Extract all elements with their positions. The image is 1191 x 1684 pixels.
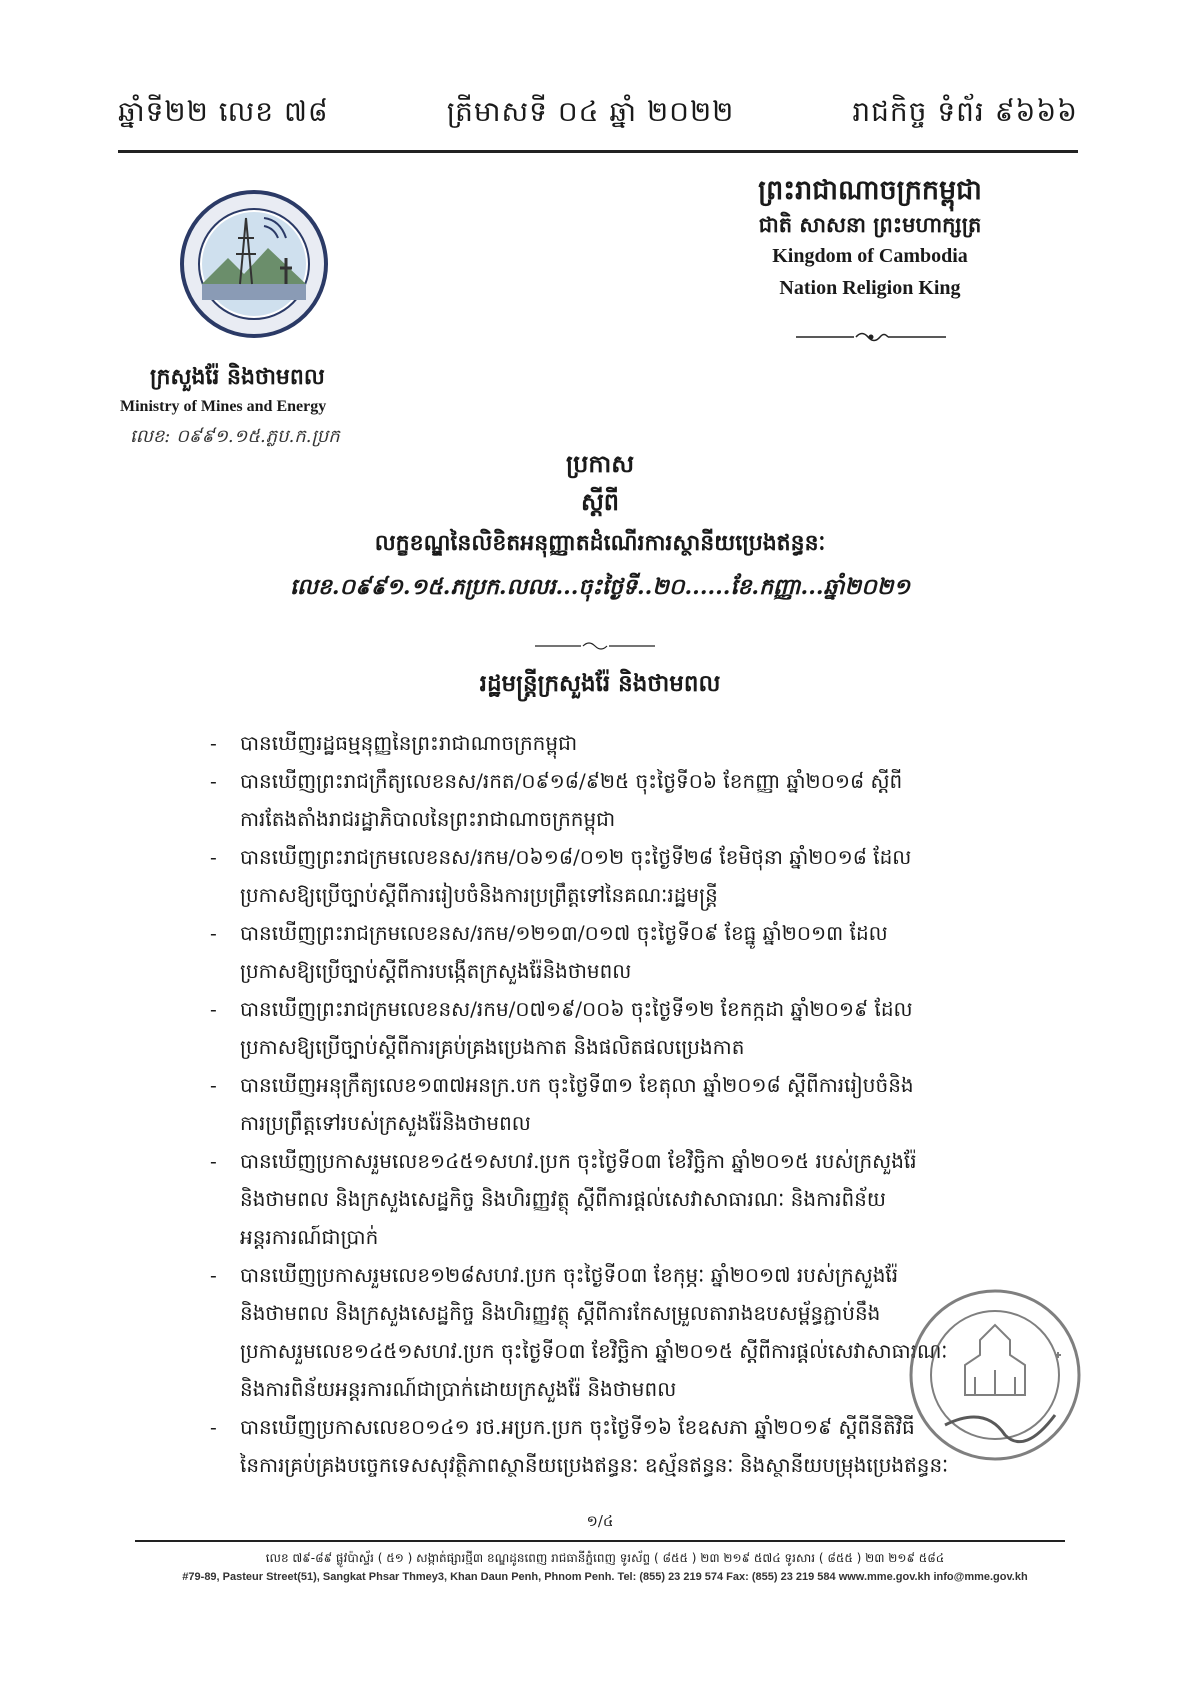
clause-item bbox=[210, 838, 1070, 914]
footer-rule bbox=[135, 1540, 1065, 1542]
clause-dash: - bbox=[210, 731, 217, 755]
clause-dash: - bbox=[210, 1263, 217, 1287]
header-rule bbox=[118, 150, 1078, 153]
clause-line: បានឃើញព្រះរាជក្រមលេខនស/រកម/១២១៣/០១៧ ចុះថ្ងៃទី០៩ ខែធ្នូ ឆ្នាំ២០១៣ ដែល bbox=[240, 921, 888, 945]
clause-line: បានឃើញព្រះរាជក្រមលេខនស/រកម/០៧១៩/០០៦ ចុះថ្ងៃទី១២ ខែកក្កដា ឆ្នាំ២០១៩ ដែល bbox=[240, 997, 913, 1021]
clause-line: ការតែងតាំងរាជរដ្ឋាភិបាលនៃព្រះរាជាណាចក្រកម្ពុជា bbox=[240, 807, 616, 831]
clause-line: បានឃើញប្រកាសលេខ០១៤១ រថ.អប្រក.ប្រក ចុះថ្ងៃទី១៦ ខែឧសភា ឆ្នាំ២០១៩ ស្តីពីនីតិវិធី bbox=[240, 1415, 915, 1439]
motto-km: ជាតិ សាសនា ព្រះមហាក្សត្រ bbox=[758, 212, 982, 237]
clause-dash: - bbox=[210, 997, 217, 1021]
official-stamp-icon bbox=[905, 1285, 1085, 1465]
clause-line: បានឃើញអនុក្រឹត្យលេខ១៣៧អនក្រ.បក ចុះថ្ងៃទី៣១ ខែតុលា ឆ្នាំ២០១៨ ស្តីពីការរៀបចំនិង bbox=[240, 1073, 914, 1097]
kingdom-name-en: Kingdom of Cambodia bbox=[772, 245, 968, 267]
clause-line: នៃការគ្រប់គ្រងបច្ចេកទេសសុវត្ថិភាពស្ថានីយប្រេងឥន្ធនៈ ឧស្ម័នឥន្ធនៈ និងស្ថានីយបម្រុងប្រេងឥន្ធនៈ bbox=[240, 1453, 949, 1477]
clause-dash: - bbox=[210, 1415, 217, 1439]
header-issue: ឆ្នាំទី២២ លេខ ៧៨ bbox=[118, 94, 329, 128]
minister-heading: រដ្ឋមន្ត្រីក្រសួងរ៉ែ និងថាមពល bbox=[479, 670, 721, 697]
ornament-divider-icon bbox=[796, 330, 946, 344]
clause-item bbox=[210, 990, 1070, 1066]
title-on: ស្តីពី bbox=[580, 487, 620, 516]
clause-line: ប្រកាសឱ្យប្រើច្បាប់ស្តីពីការគ្រប់គ្រងប្រេងកាត និងផលិតផលប្រេងកាត bbox=[240, 1035, 745, 1059]
clause-dash: - bbox=[210, 769, 217, 793]
header-page: រាជកិច្ច ទំព័រ ៩៦៦៦ bbox=[852, 94, 1078, 128]
clause-line: និងថាមពល និងក្រសួងសេដ្ឋកិច្ច និងហិរញ្ញវត្ថុ ស្តីពីការផ្តល់សេវាសាធារណៈ និងការពិន័យ bbox=[240, 1187, 886, 1211]
title-number: លេខ.០៩៩១.១៥.ភប្រក.លលរ...ចុះថ្ងៃទី..២០......ខែ.កញ្ញា...ឆ្នាំ២០២១ bbox=[289, 574, 910, 600]
clause-dash: - bbox=[210, 845, 217, 869]
clause-line: ប្រកាសរួមលេខ១៤៥១សហវ.ប្រក ចុះថ្ងៃទី០៣ ខែវិច្ឆិកា ឆ្នាំ២០១៥ ស្តីពីការផ្តល់សេវាសាធារណៈ bbox=[240, 1339, 948, 1363]
clause-line: ការប្រព្រឹត្តទៅរបស់ក្រសួងរ៉ែនិងថាមពល bbox=[240, 1111, 531, 1135]
kingdom-motto bbox=[700, 172, 1040, 304]
clause-line: បានឃើញប្រកាសរួមលេខ១២៨សហវ.ប្រក ចុះថ្ងៃទី០៣ ខែកុម្ភៈ ឆ្នាំ២០១៧ របស់ក្រសួងរ៉ែ bbox=[240, 1263, 899, 1287]
clause-line: និងការពិន័យអន្តរការណ៍ជាប្រាក់ដោយក្រសួងរ៉ែ និងថាមពល bbox=[240, 1377, 677, 1401]
ministry-block bbox=[120, 360, 400, 454]
clause-line: ប្រកាសឱ្យប្រើច្បាប់ស្តីពីការបង្កើតក្រសួងរ៉ែនិងថាមពល bbox=[240, 959, 632, 983]
ministry-name-km: ក្រសួងរ៉ែ និងថាមពល bbox=[150, 364, 325, 390]
ministry-name-en: Ministry of Mines and Energy bbox=[120, 398, 327, 415]
clause-dash: - bbox=[210, 1073, 217, 1097]
footer-address-en: #79-89, Pasteur Street(51), Sangkat Phsar Thmey3, Khan Daun Penh, Phnom Penh. Tel: (855) 23 219 574 Fax: (855) 23 219 584 www.mme.gov.kh info@mme.gov.kh bbox=[182, 1571, 1028, 1583]
title-prakas: ប្រកាស bbox=[565, 449, 635, 478]
header-quarter: ត្រីមាសទី ០៤ ឆ្នាំ ២០២២ bbox=[446, 94, 735, 128]
clause-item bbox=[210, 762, 1070, 838]
document-title bbox=[160, 445, 1040, 609]
title-subject: លក្ខខណ្ឌនៃលិខិតអនុញ្ញាតដំណើរការស្ថានីយប្រេងឥន្ធនៈ bbox=[374, 530, 826, 556]
clause-item bbox=[210, 1066, 1070, 1142]
footer bbox=[135, 1548, 1075, 1586]
page-number: ១/៤ bbox=[586, 1512, 614, 1530]
clause-line: បានឃើញប្រកាសរួមលេខ១៤៥១សហវ.ប្រក ចុះថ្ងៃទី០៣ ខែវិច្ឆិកា ឆ្នាំ២០១៥ របស់ក្រសួងរ៉ែ bbox=[240, 1149, 917, 1173]
ministry-seal-icon bbox=[178, 188, 330, 340]
title-divider-icon bbox=[535, 640, 655, 652]
clause-item bbox=[210, 724, 1070, 762]
kingdom-name-km: ព្រះរាជាណាចក្រកម្ពុជា bbox=[758, 175, 982, 206]
clause-line: បានឃើញព្រះរាជក្រមលេខនស/រកម/០៦១៨/០១២ ចុះថ្ងៃទី២៨ ខែមិថុនា ឆ្នាំ២០១៨ ដែល bbox=[240, 845, 912, 869]
clause-line: បានឃើញព្រះរាជក្រឹត្យលេខនស/រកត/០៩១៨/៩២៥ ចុះថ្ងៃទី០៦ ខែកញ្ញា ឆ្នាំ២០១៨ ស្តីពី bbox=[240, 769, 903, 793]
gazette-header bbox=[118, 84, 1078, 144]
clause-line: អន្តរការណ៍ជាប្រាក់ bbox=[240, 1225, 379, 1249]
footer-address-km: លេខ ៧៩-៨៩ ផ្លូវប៉ាស្ទ័រ ( ៥១ ) សង្កាត់ផ្សារថ្មី៣ ខណ្ឌដូនពេញ រាជធានីភ្នំពេញ ទូរស័ព្ទ ( ៨៥៥ ) ២៣ ២១៩ ៥៧៤ ទូរសារ ( ៨៥៥ ) ២៣ ២១៩ ៥៨៤ bbox=[265, 1551, 945, 1565]
clause-dash: - bbox=[210, 1149, 217, 1173]
motto-en: Nation Religion King bbox=[779, 277, 961, 299]
clause-dash: - bbox=[210, 921, 217, 945]
clause-item bbox=[210, 914, 1070, 990]
clause-line: និងថាមពល និងក្រសួងសេដ្ឋកិច្ច និងហិរញ្ញវត្ថុ ស្តីពីការកែសម្រួលតារាងឧបសម្ព័ន្ធភ្ជាប់នឹង bbox=[240, 1301, 881, 1325]
clause-item bbox=[210, 1142, 1070, 1256]
clause-line: បានឃើញរដ្ឋធម្មនុញ្ញនៃព្រះរាជាណាចក្រកម្ពុជា bbox=[240, 731, 578, 755]
clause-line: ប្រកាសឱ្យប្រើច្បាប់ស្តីពីការរៀបចំនិងការប្រព្រឹត្តទៅនៃគណៈរដ្ឋមន្ត្រី bbox=[240, 883, 718, 907]
reference-number: លេខ: ០៩៩១.១៥.ភ្លប.ក.ប្រក bbox=[130, 426, 340, 447]
